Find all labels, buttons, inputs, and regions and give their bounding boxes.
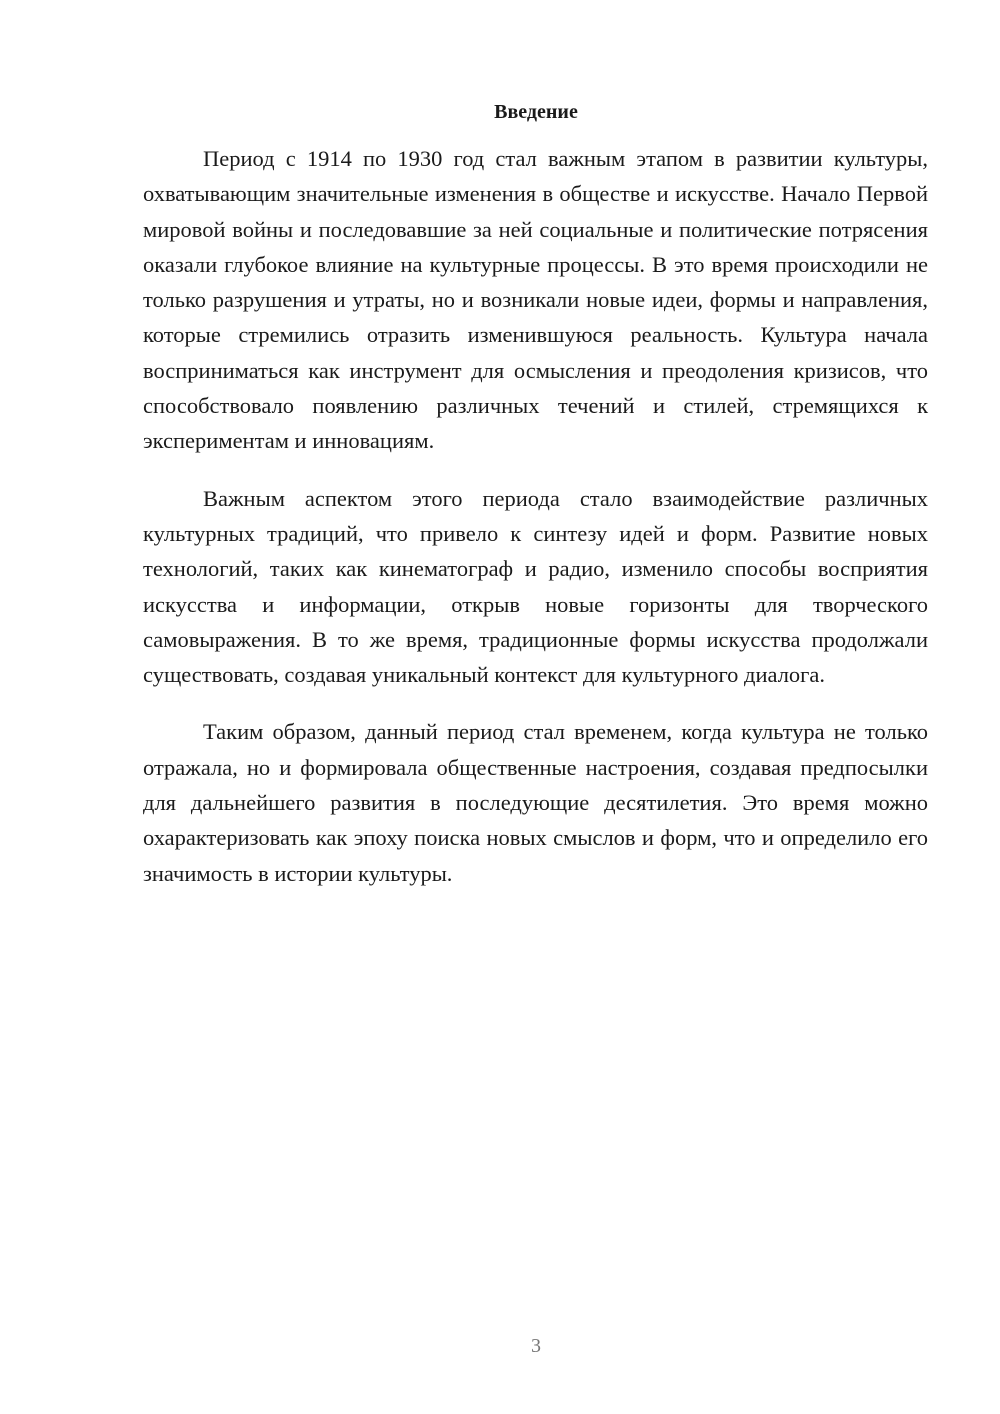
paragraph-2: Важным аспектом этого периода стало взаимодействие различных культурных традиций, что привело к синтезу идей и форм. Развитие новых технологий, таких как кинематограф и радио, изменило способы восприятия искусства и информации, открыв новые горизонты для творческого самовыражения. В то же время, традиционные формы искусства продолжали существовать, создавая уникальный контекст для культурного диалога. [143,485,928,688]
page-number: 3 [531,1335,541,1357]
body-text [143,141,928,913]
paragraph-1: Период с 1914 по 1930 год стал важным этапом в развитии культуры, охватывающим значительные изменения в обществе и искусстве. Начало Первой мировой войны и последовавшие за ней социальные и политические потрясения оказали глубокое влияние на культурные процессы. В это время происходили не только разрушения и утраты, но и возникали новые идеи, формы и направления, которые стремились отразить изменившуюся реальность. Культура начала восприниматься как инструмент для осмысления и преодоления кризисов, что способствовало появлению различных течений и стилей, стремящихся к экспериментам и инновациям. [143,146,928,454]
paragraph-3: Таким образом, данный период стал временем, когда культура не только отражала, но и формировала общественные настроения, создавая предпосылки для дальнейшего развития в последующие десятилетия. Это время можно охарактеризовать как эпоху поиска новых смыслов и форм, что и определило его значимость в истории культуры. [143,719,928,886]
page-title: Введение [494,101,578,123]
